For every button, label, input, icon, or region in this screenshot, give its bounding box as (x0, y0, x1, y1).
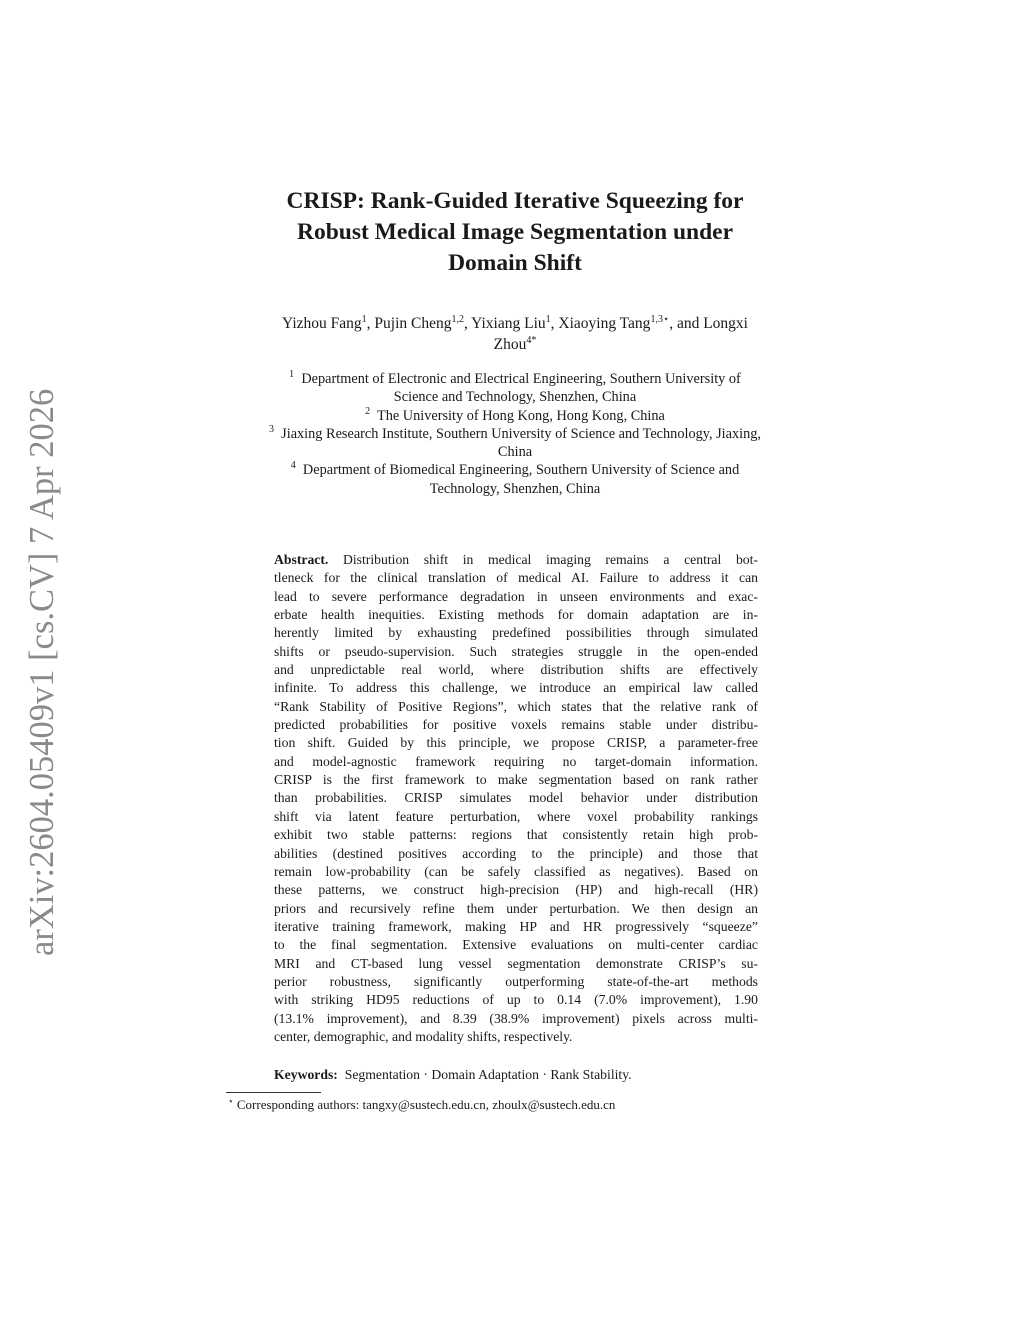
author-name: , Xiaoying Tang (550, 315, 651, 332)
abstract-label: Abstract. (274, 552, 329, 567)
abstract-line: tleneck for the clinical translation of medical AI. Failure to address it can (274, 570, 758, 586)
abstract-line: “Rank Stability of Positive Regions”, which states that the relative rank of (274, 698, 758, 714)
footnote-mark: ⋆ (228, 1096, 234, 1106)
affiliation-line: Science and Technology, Shenzhen, China (393, 389, 637, 406)
author-name: Zhou (493, 336, 527, 353)
footnote-divider (226, 1092, 321, 1093)
paper-title (200, 186, 830, 279)
affiliation-line: Technology, Shenzhen, China (429, 480, 601, 497)
abstract-line: exhibit two stable patterns: regions that consistently retain high prob- (274, 827, 758, 843)
abstract-line: shift via latent feature perturbation, where voxel probability rankings (274, 808, 758, 824)
affiliation-line (210, 461, 820, 479)
abstract-line: MRI and CT-based lung vessel segmentation demonstrate CRISP’s su- (274, 955, 758, 971)
corresponding-author-footnote (228, 1096, 615, 1113)
affiliation-number: 1 (289, 369, 295, 380)
affiliation-number: 4 (290, 460, 296, 472)
abstract-line: perior robustness, significantly outperforming state-of-the-art methods (274, 973, 758, 989)
keywords-text: Segmentation · Domain Adaptation · Rank Stability. (344, 1067, 632, 1082)
abstract-line: remain low-probability (can be safely classified as negatives). Based on (274, 863, 758, 879)
affiliation-mark: 4* (526, 335, 537, 346)
title-line: CRISP: Rank-Guided Iterative Squeezing for (286, 188, 744, 214)
abstract-line: with striking HD95 reductions of up to 0.14 (7.0% improvement), 1.90 (274, 992, 758, 1008)
abstract-line: predicted probabilities for positive voxels remains stable under distribu- (274, 717, 758, 733)
affiliation-text: Department of Biomedical Engineering, Southern University of Science and (302, 462, 740, 479)
abstract-line (274, 551, 758, 569)
abstract-line: iterative training framework, making HP and HR progressively “squeeze” (274, 918, 758, 934)
abstract-line: herently limited by exhausting predefined possibilities through simulated (274, 625, 758, 641)
abstract-line: CRISP is the first framework to make segmentation based on rank rather (274, 772, 758, 788)
affiliation-line (210, 407, 820, 425)
abstract-line: tion shift. Guided by this principle, we propose CRISP, a parameter-free (274, 735, 758, 751)
author-name: , and Longxi (669, 315, 748, 332)
affiliation-line (210, 370, 820, 388)
abstract-line: lead to severe performance degradation in unseen environments and exac- (274, 588, 758, 604)
author-line (210, 334, 820, 355)
abstract-line: center, demographic, and modality shifts, respectively. (274, 1028, 573, 1044)
abstract-line: these patterns, we construct high-precision (HP) and high-recall (HR) (274, 882, 758, 898)
affiliation-text: The University of Hong Kong, Hong Kong, China (376, 407, 665, 424)
arxiv-identifier: arXiv:2604.05409v1 [cs.CV] 7 Apr 2026 (23, 388, 61, 956)
abstract-line: priors and recursively refine them under perturbation. We then design an (274, 900, 758, 916)
abstract-line: to the final segmentation. Extensive evaluations on multi-center cardiac (274, 937, 758, 953)
affiliation-text: Department of Electronic and Electrical Engineering, Southern University of (301, 371, 741, 387)
affiliation-number: 3 (269, 423, 274, 435)
abstract-line: abilities (destined positives according to the principle) and those that (274, 845, 758, 861)
footnote-text: Corresponding authors: tangxy@sustech.edu.cn, zhoulx@sustech.edu.cn (236, 1097, 616, 1112)
author-name: Yizhou Fang (282, 315, 362, 332)
affiliation-text: Jiaxing Research Institute, Southern University of Science and Technology, Jiaxing, (281, 425, 761, 442)
abstract-text: Distribution shift in medical imaging remains a central bot- (342, 552, 758, 567)
title-line: Robust Medical Image Segmentation under (296, 219, 734, 245)
abstract-line: infinite. To address this challenge, we introduce an empirical law called (274, 680, 758, 696)
arxiv-identifier-stamp (22, 380, 62, 956)
affiliation-line: China (497, 444, 533, 461)
keywords (274, 1066, 758, 1084)
affiliation-list (210, 370, 820, 498)
title-line: Domain Shift (448, 250, 582, 276)
author-list (210, 313, 820, 355)
abstract-line: and model-agnostic framework requiring no target-domain information. (274, 753, 758, 769)
affiliation-mark: 1,3⋆ (650, 314, 670, 325)
abstract-line: (13.1% improvement), and 8.39 (38.9% improvement) pixels across multi- (274, 1010, 758, 1026)
abstract-line: erbate health inequities. Existing methods for domain adaptation are in- (274, 607, 758, 623)
affiliation-mark: 1 (545, 314, 551, 325)
abstract-line: shifts or pseudo-supervision. Such strategies struggle in the open-ended (274, 643, 758, 659)
abstract-line: and unpredictable real world, where distribution shifts are effectively (274, 662, 758, 678)
keywords-label: Keywords: (274, 1067, 338, 1082)
abstract-line: than probabilities. CRISP simulates model behavior under distribution (274, 790, 758, 806)
affiliation-mark: 1 (361, 314, 367, 325)
abstract (274, 551, 758, 1046)
affiliation-line (210, 425, 820, 443)
affiliation-mark: 1,2 (451, 314, 464, 325)
author-line (210, 313, 820, 334)
affiliation-number: 2 (365, 405, 371, 417)
author-name: , Pujin Cheng (366, 315, 452, 332)
author-name: , Yixiang Liu (463, 315, 546, 332)
